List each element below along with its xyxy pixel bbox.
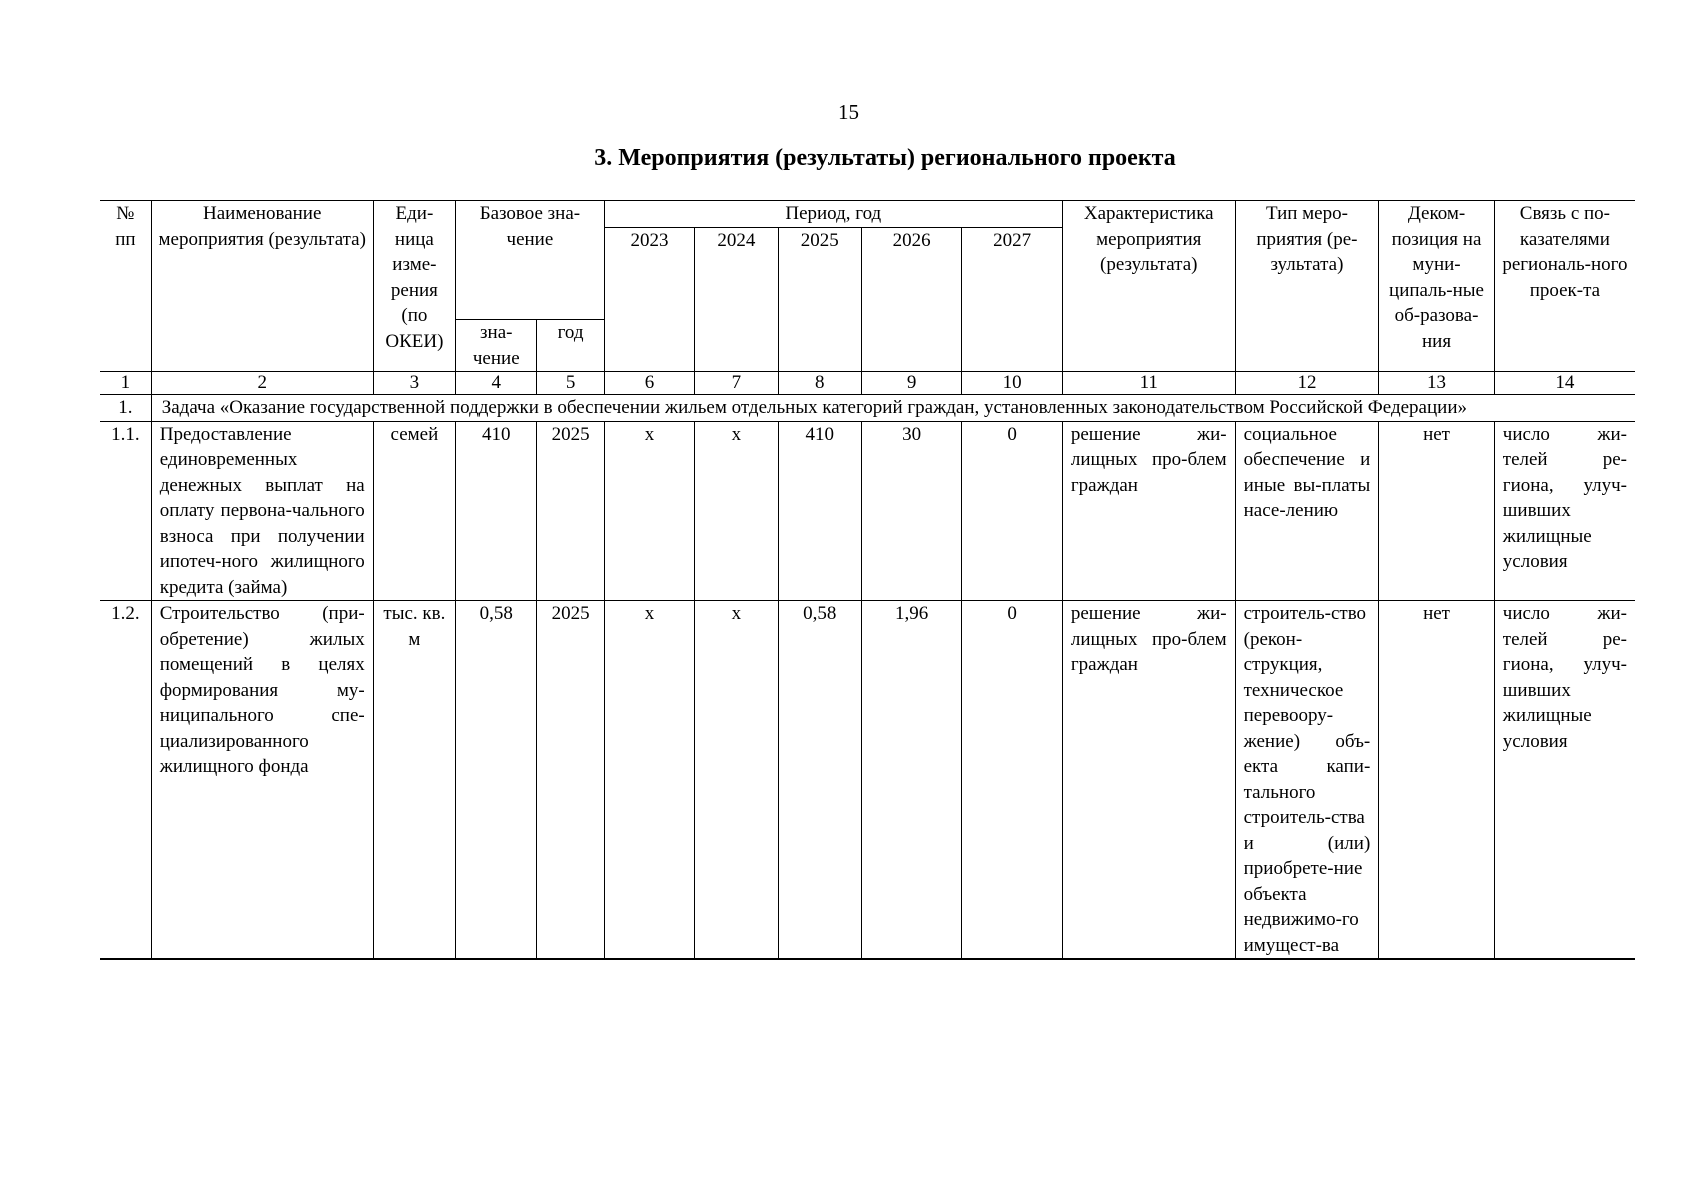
row-2027: 0: [962, 601, 1063, 960]
column-number: 6: [604, 372, 694, 395]
row-link: число жи-телей ре-гиона, улуч-шивших жилищные условия: [1494, 421, 1635, 601]
row-link: число жи-телей ре-гиона, улуч-шивших жилищные условия: [1494, 601, 1635, 960]
row-no: 1.2.: [100, 601, 151, 960]
row-base-year: 2025: [537, 601, 604, 960]
header-row-1: [100, 201, 1635, 228]
column-number: 3: [373, 372, 455, 395]
column-number: 9: [861, 372, 961, 395]
row-2027: 0: [962, 421, 1063, 601]
column-number: 13: [1379, 372, 1495, 395]
row-no: 1.1.: [100, 421, 151, 601]
row-name: Строительство (при-обретение) жилых помещений в целях формирования му-ниципального спе-циализированного жилищного фонда: [151, 601, 373, 960]
header-year-2026: 2026: [861, 227, 961, 372]
row-2023: х: [604, 421, 694, 601]
row-type: социальное обеспечение и иные вы-платы насе-лению: [1235, 421, 1379, 601]
row-base-value: 410: [456, 421, 537, 601]
header-link: Связь с по-казателями региональ-ного проек-та: [1494, 201, 1635, 372]
row-2023: х: [604, 601, 694, 960]
table-row: [100, 421, 1635, 601]
header-type: Тип меро-приятия (ре-зультата): [1235, 201, 1379, 372]
column-number: 10: [962, 372, 1063, 395]
column-number: 1: [100, 372, 151, 395]
column-number: 5: [537, 372, 604, 395]
row-2025: 0,58: [778, 601, 861, 960]
row-2024: х: [695, 601, 778, 960]
row-decomposition: нет: [1379, 601, 1495, 960]
header-base-year: год: [537, 320, 604, 372]
column-number: 2: [151, 372, 373, 395]
row-base-value: 0,58: [456, 601, 537, 960]
section-title: 3. Мероприятия (результаты) регионального проекта: [594, 145, 1176, 171]
row-2025: 410: [778, 421, 861, 601]
column-number: 7: [695, 372, 778, 395]
column-numbers-row: [100, 372, 1635, 395]
row-decomposition: нет: [1379, 421, 1495, 601]
row-2026: 1,96: [861, 601, 961, 960]
header-no: № пп: [100, 201, 151, 372]
header-decomposition: Деком-позиция на муни-ципаль-ные об-разова-ния: [1379, 201, 1495, 372]
task-row: [100, 395, 1635, 422]
row-name: Предоставление единовременных денежных выплат на оплату первона-чального взноса при получении ипотеч-ного жилищного кредита (займа): [151, 421, 373, 601]
header-name: Наименование мероприятия (результата): [151, 201, 373, 372]
row-2026: 30: [861, 421, 961, 601]
row-unit: семей: [373, 421, 455, 601]
column-number: 14: [1494, 372, 1635, 395]
column-number: 8: [778, 372, 861, 395]
row-characteristic: решение жи-лищных про-блем граждан: [1062, 421, 1235, 601]
header-base-value: зна-чение: [456, 320, 537, 372]
row-base-year: 2025: [537, 421, 604, 601]
header-unit: Еди-ница изме-рения (по ОКЕИ): [373, 201, 455, 372]
row-characteristic: решение жи-лищных про-блем граждан: [1062, 601, 1235, 960]
header-period: Период, год: [604, 201, 1062, 228]
header-year-2025: 2025: [778, 227, 861, 372]
column-number: 11: [1062, 372, 1235, 395]
page-number: 15: [838, 100, 859, 124]
header-characteristic: Характеристика мероприятия (результата): [1062, 201, 1235, 372]
header-year-2024: 2024: [695, 227, 778, 372]
row-type: строитель-ство (рекон-струкция, техническое перевоору-жение) объ-екта капи-тального строитель-ства и (или) приобрете-ние объекта недвижимо-го имущест-ва: [1235, 601, 1379, 960]
column-number: 12: [1235, 372, 1379, 395]
header-year-2027: 2027: [962, 227, 1063, 372]
header-year-2023: 2023: [604, 227, 694, 372]
row-unit: тыс. кв. м: [373, 601, 455, 960]
task-no: 1.: [100, 395, 151, 422]
events-table: [100, 200, 1635, 960]
task-text: Задача «Оказание государственной поддержки в обеспечении жильем отдельных категорий граждан, установленных законодательством Российской Федерации»: [151, 395, 1635, 422]
row-2024: х: [695, 421, 778, 601]
column-number: 4: [456, 372, 537, 395]
header-base: Базовое зна-чение: [456, 201, 605, 320]
table-row: [100, 601, 1635, 960]
